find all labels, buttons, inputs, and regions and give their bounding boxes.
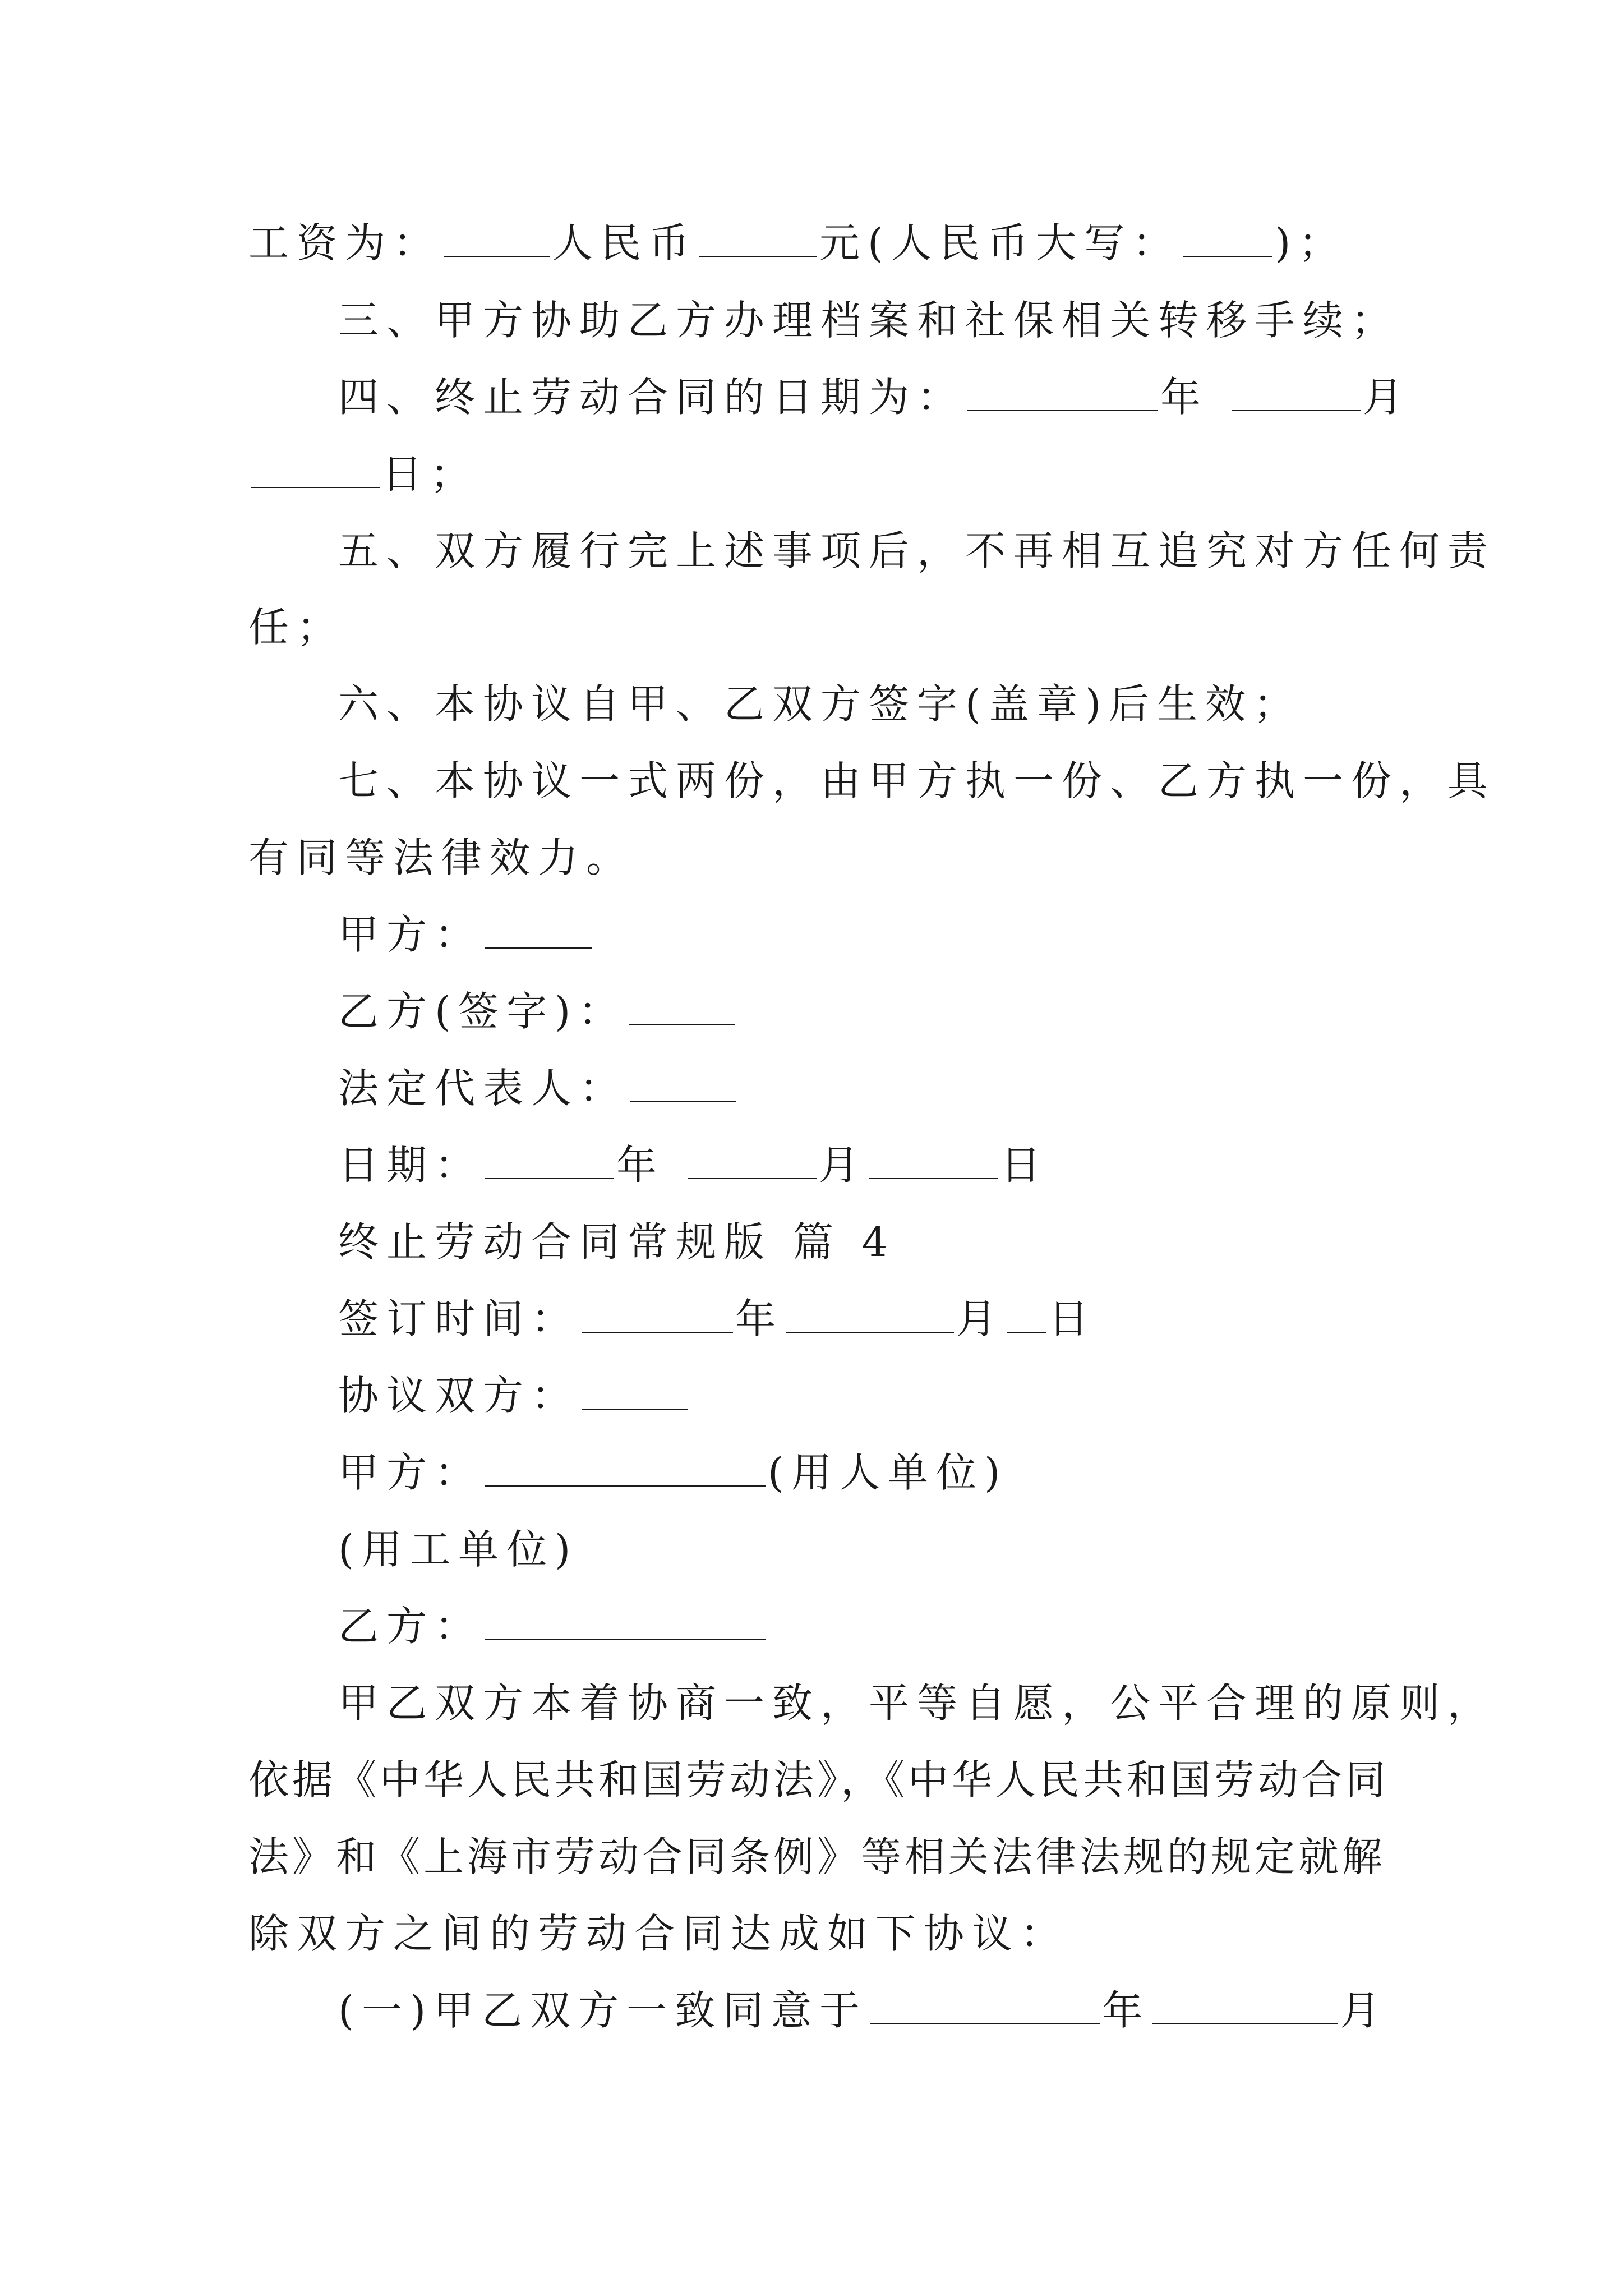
agreement-item-1: (一)甲乙双方一致同意于 年 月 — [338, 1987, 1389, 2034]
sign-time-line: 签订时间： 年 月 日 — [338, 1295, 1097, 1342]
party-a-line: 甲方： — [338, 909, 594, 960]
blank-field — [967, 375, 1158, 411]
clause-3: 三、甲方协助乙方办理档案和社保相关转移手续； — [338, 297, 1400, 344]
clause-4-cont: 日； — [248, 449, 478, 499]
clause-5-cont: 任； — [248, 604, 345, 651]
blank-field — [786, 1297, 954, 1333]
blank-field — [485, 1143, 614, 1179]
blank-field — [629, 990, 735, 1025]
paragraph-line-1: 甲乙双方本着协商一致，平等自愿，公平合理的原则， — [338, 1680, 1496, 1727]
blank-field — [1152, 1989, 1338, 2024]
blank-field — [699, 221, 817, 257]
paragraph-line-2: 依据《中华人民共和国劳动法》，《中华人民共和国劳动合同 — [248, 1756, 1390, 1803]
paragraph-line-4: 除双方之间的劳动合同达成如下协议： — [248, 1910, 1069, 1957]
salary-label: 工资为： — [248, 219, 442, 266]
clause-6: 六、本协议自甲、乙双方签字(盖章)后生效； — [338, 680, 1302, 728]
clause-5: 五、双方履行完上述事项后，不再相互追究对方任何责 — [338, 527, 1496, 574]
blank-field — [485, 1604, 766, 1640]
employee-line: 乙方： — [338, 1601, 768, 1651]
user-unit-line: (用工单位) — [338, 1526, 579, 1573]
clause-7-cont: 有同等法律效力。 — [248, 834, 635, 881]
blank-field — [1183, 221, 1272, 257]
blank-field — [485, 913, 592, 949]
clause-7: 七、本协议一式两份，由甲方执一份、乙方执一份，具 — [338, 757, 1496, 804]
blank-field — [869, 1143, 998, 1179]
blank-field — [688, 1143, 817, 1179]
blank-field — [251, 452, 380, 488]
parties-line: 协议双方： — [338, 1370, 690, 1421]
date-line: 日期： 年 月 日 — [338, 1142, 1049, 1189]
legal-rep-line: 法定代表人： — [338, 1063, 739, 1114]
paragraph-line-3: 法》和《上海市劳动合同条例》等相关法律法规的规定就解 — [248, 1833, 1386, 1880]
blank-field — [870, 1989, 1100, 2024]
section-heading: 终止劳动合同常规版 篇 4 — [338, 1218, 896, 1266]
blank-field — [1232, 375, 1361, 411]
salary-line: 工资为： 人民币 元(人民币大写： )； — [248, 219, 1347, 266]
clause-4: 四、终止劳动合同的日期为： 年 月 — [338, 374, 1411, 421]
employer-line: 甲方： (用人单位) — [338, 1449, 1008, 1496]
blank-field — [582, 1297, 733, 1333]
blank-field — [444, 221, 550, 257]
blank-field — [630, 1066, 736, 1102]
blank-field — [485, 1451, 766, 1487]
blank-field — [1007, 1297, 1046, 1333]
blank-field — [582, 1374, 688, 1410]
party-b-sign-line: 乙方(签字)： — [338, 986, 737, 1037]
